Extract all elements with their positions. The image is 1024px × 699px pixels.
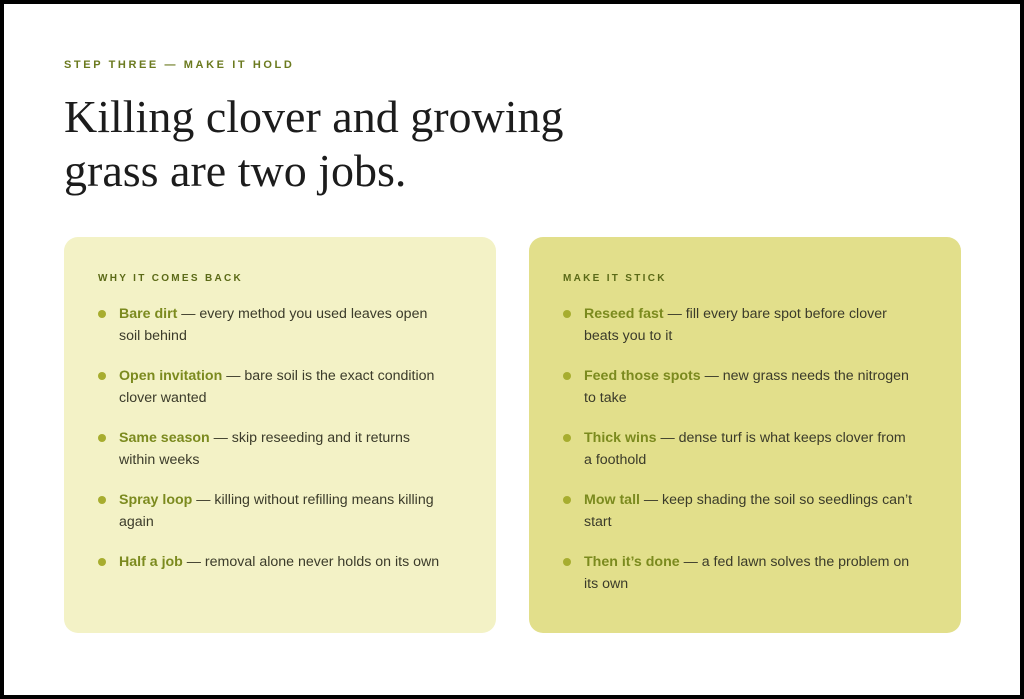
item-term: Thick wins: [584, 430, 657, 446]
item-text: — removal alone never holds on its own: [182, 554, 440, 570]
item-term: Reseed fast: [584, 306, 664, 322]
bullet-dot-icon: [98, 310, 106, 318]
list-item: [563, 303, 914, 347]
item-text: — fill every bare spot before clover beats you to it: [584, 306, 887, 344]
item-term: Open invitation: [119, 368, 223, 384]
item-text: — keep shading the soil so seedlings can’t start: [584, 492, 913, 530]
make-it-stick-card: [529, 237, 961, 633]
item-text: — skip reseeding and it returns within weeks: [119, 430, 411, 468]
bullet-dot-icon: [563, 434, 571, 442]
bullet-dot-icon: [563, 496, 571, 504]
card-heading: MAKE IT STICK: [563, 273, 667, 284]
list-item: [563, 365, 914, 409]
item-text: — every method you used leaves open soil behind: [119, 306, 428, 344]
item-text: — killing without refilling means killing again: [119, 492, 434, 530]
item-text: — new grass needs the nitrogen to take: [584, 368, 909, 406]
why-it-comes-back-card: [64, 237, 496, 633]
list-item: [563, 427, 914, 471]
page-title: Killing clover and growing grass are two jobs.: [64, 91, 564, 196]
item-term: Feed those spots: [584, 368, 701, 384]
bullet-dot-icon: [98, 372, 106, 380]
bullet-dot-icon: [98, 496, 106, 504]
item-term: Then it’s done: [584, 554, 680, 570]
actions-list: [563, 303, 927, 595]
section-eyebrow: STEP THREE — MAKE IT HOLD: [64, 59, 295, 71]
item-text: — a fed lawn solves the problem on its own: [584, 554, 910, 592]
bullet-dot-icon: [563, 372, 571, 380]
bullet-dot-icon: [563, 558, 571, 566]
list-item: [98, 551, 449, 573]
list-item: [563, 551, 914, 595]
list-item: [98, 489, 449, 533]
item-text: — bare soil is the exact condition clover wanted: [119, 368, 435, 406]
list-item: [98, 365, 449, 409]
card-heading: WHY IT COMES BACK: [98, 273, 244, 284]
item-term: Spray loop: [119, 492, 193, 508]
list-item: [98, 303, 449, 347]
bullet-dot-icon: [98, 434, 106, 442]
item-term: Same season: [119, 430, 210, 446]
item-text: — dense turf is what keeps clover from a foothold: [584, 430, 906, 468]
reasons-list: [98, 303, 462, 573]
item-term: Half a job: [119, 554, 183, 570]
bullet-dot-icon: [563, 310, 571, 318]
list-item: [98, 427, 449, 471]
page-frame: [4, 4, 1020, 695]
item-term: Bare dirt: [119, 306, 178, 322]
bullet-dot-icon: [98, 558, 106, 566]
list-item: [563, 489, 914, 533]
item-term: Mow tall: [584, 492, 640, 508]
